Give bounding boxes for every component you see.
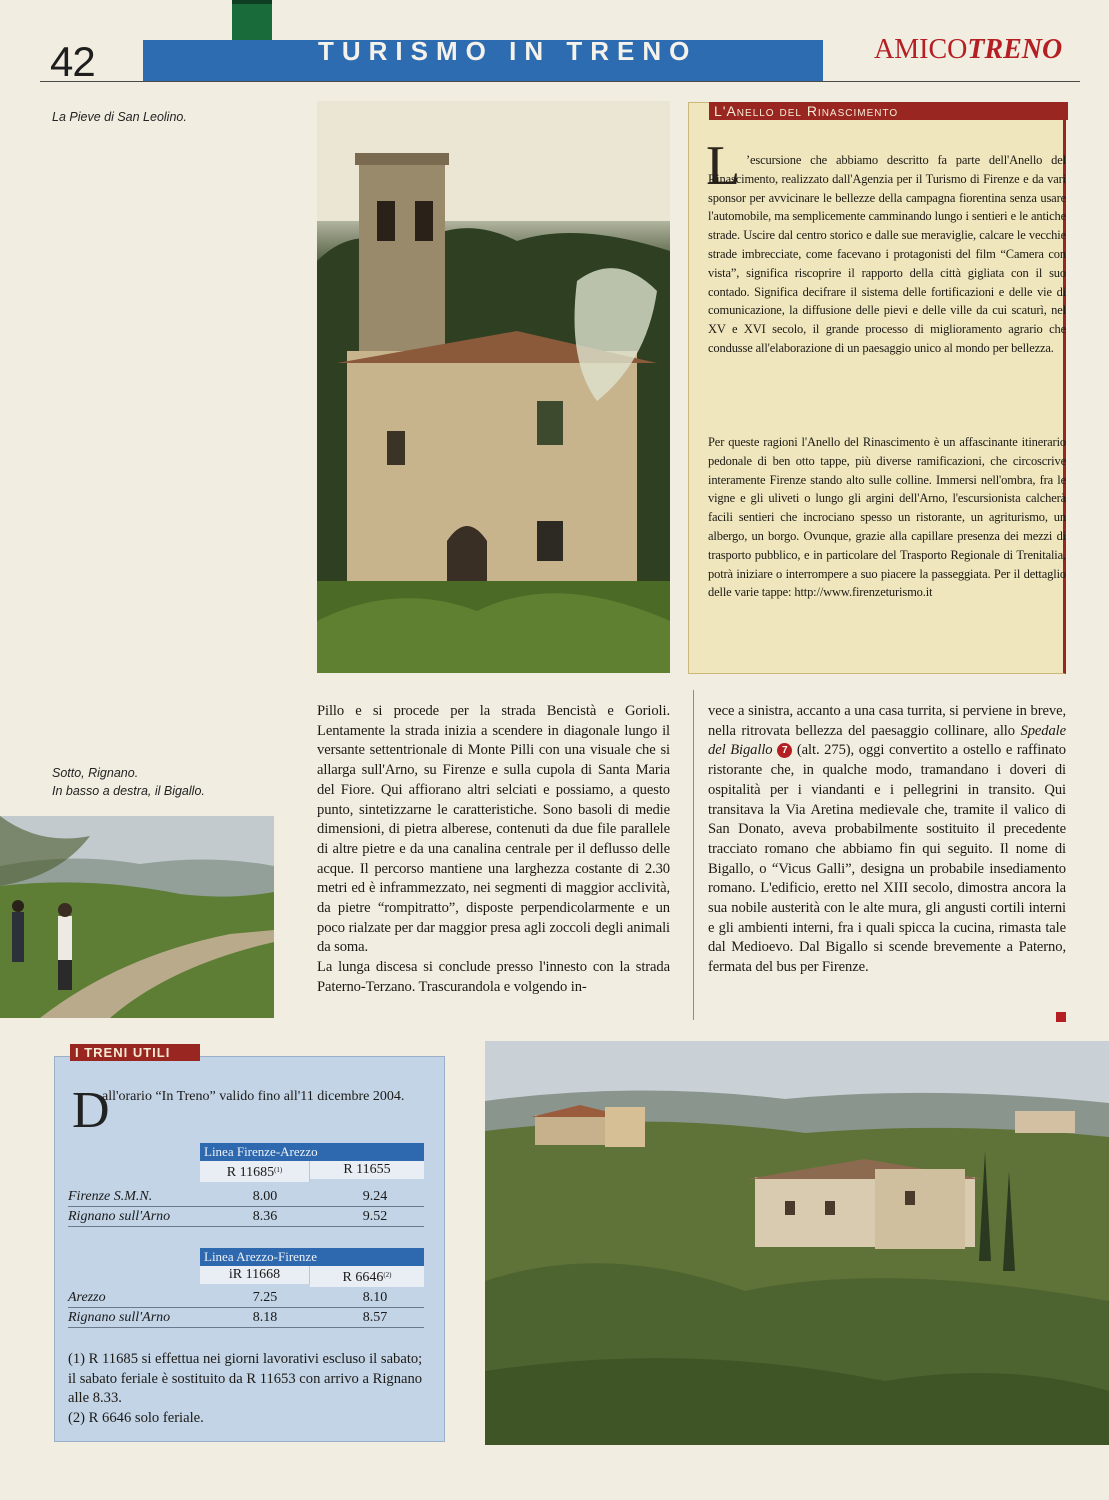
departure-time: 9.24 <box>362 1189 388 1204</box>
train-code: R 11685 <box>226 1165 275 1180</box>
timetable-2-col2 <box>310 1266 424 1287</box>
station-name: Arezzo <box>68 1290 106 1305</box>
brand-suffix: TRENO <box>967 34 1063 65</box>
page-number: 42 <box>50 38 95 85</box>
article-end-mark <box>1056 1012 1066 1022</box>
timetable-note-2: (2) R 6646 solo feriale. <box>68 1409 204 1426</box>
body-column-right <box>708 702 1066 978</box>
arrival-time: 9.52 <box>362 1209 388 1224</box>
caption-pieve: La Pieve di San Leolino. <box>52 110 187 124</box>
section-title: TURISMO IN TRENO <box>318 36 698 66</box>
train-note-ref: (2) <box>383 1271 392 1279</box>
timetable-note-1: (1) R 11685 si effettua nei giorni lavorativi escluso il sabato; il sabato feriale è sostituito da R 11653 con arrivo a Rignano alle 8.33. <box>68 1351 423 1406</box>
table-row-rule <box>68 1327 424 1328</box>
timetable-2-col1: iR 11668 <box>200 1266 310 1284</box>
departure-time: 7.25 <box>252 1290 278 1305</box>
body-paragraph: Pillo e si procede per la strada Bencistà e Gorioli. Lentamente la strada inizia a scendere in diagonale lungo il versante settentrionale di Monte Pilli con una visuale che si allarga sull'Arno, su Firenze e sulla cupola di Santa Maria del Fiore. Qui affiorano altri selciati e possiamo, a questo punto, sintetizzarne le caratteristiche. Sono basoli di medie dimensioni, di pietra alberese, contenuti da due file parallele di altre pietre e da una canalina centrale per il deflusso delle acque. Il percorso mantiene una larghezza costante di 2.30 metri ed è inframmezzato, nei segmenti di maggior acclività, da pietre “rompitratto”, disposte perpendicolarmente e un poco rialzate per dar maggior presa agli zoccoli degli animali da soma. <box>317 703 670 956</box>
train-code: R 6646 <box>342 1270 384 1285</box>
body-column-middle <box>317 702 670 998</box>
anello-paragraph-2: Per queste ragioni l'Anello del Rinascimento è un affascinante itinerario pedonale di ben otto tappe, più diverse ramificazioni, che circoscrive interamente Firenze stando alto sulle colline. Immersi nell'ombra, fra le vigne e gli uliveti o lungo gli argini dell'Arno, l'escursionista calcherà facili sentieri che incrociano spesso un ristorante, un agriturismo, un albergo, un borgo. Ovunque, grazie alla capillare presenza dei mezzi di trasporto pubblico, e in particolare del Trasporto Regionale di Trenitalia, potrà iniziare o interrompere a suo piacere la passeggiata. Per il dettaglio delle varie tappe: http://www.firenzeturismo.it <box>708 435 1066 600</box>
departure-time: 8.00 <box>252 1189 278 1204</box>
bigallo-illustration <box>485 1041 1109 1445</box>
place-name-bigallo: Spedale del Bigallo <box>708 722 1066 759</box>
station-name: Rignano sull'Arno <box>68 1209 171 1224</box>
timetable-2-line: Linea Arezzo-Firenze <box>200 1248 424 1266</box>
header-rule <box>40 81 1080 82</box>
caption-rignano-line2: In basso a destra, il Bigallo. <box>52 784 205 798</box>
caption-rignano-line1: Sotto, Rignano. <box>52 766 139 780</box>
photo-pieve-san-leolino <box>317 101 670 673</box>
header-accent-green <box>232 0 272 40</box>
timetable-1-line: Linea Firenze-Arezzo <box>200 1143 424 1161</box>
treni-box-title: I TRENI UTILI <box>75 1045 171 1060</box>
timetable-1-col1 <box>200 1161 310 1182</box>
timetable-1-col2: R 11655 <box>310 1161 424 1179</box>
anello-paragraph-1: ’escursione che abbiamo descritto fa parte dell'Anello del Rinascimento, realizzato dall'Agenzia per il Turismo di Firenze e da vari sponsor per avvicinare le bellezze della campagna fiorentina senza usare l'automobile, ma semplicemente camminando lungo i sentieri e le antiche strade. Uscire dal centro storico e dalle sue meraviglie, calcare le vecchie strade imbrecciate, come facevano i protagonisti del film “Camera con vista”, significa riscoprire il rapporto della città gigliata con il suo contado. Significa decifrare il sistema delle fortificazioni e delle vie di comunicazione, la diffusione delle pievi e delle ville da cui scaturì, nel XV e XVI secolo, il grande processo di miglioramento agrario che condusse all'elaborazione di un paesaggio unico al mondo per bellezza. <box>708 153 1066 355</box>
timetable-notes <box>68 1350 433 1428</box>
departure-time: 8.10 <box>362 1290 388 1305</box>
treni-intro: all'orario “In Treno” valido fino all'11 dicembre 2004. <box>102 1089 405 1104</box>
photo-rignano <box>0 816 274 1018</box>
table-row-rule <box>68 1206 424 1207</box>
arrival-time: 8.57 <box>362 1310 388 1325</box>
rignano-illustration <box>0 816 274 1018</box>
arrival-time: 8.36 <box>252 1209 278 1224</box>
church-illustration <box>317 101 670 673</box>
photo-spedale-del-bigallo <box>485 1041 1109 1445</box>
arrival-time: 8.18 <box>252 1310 278 1325</box>
train-note-ref: (1) <box>274 1166 283 1174</box>
body-text: vece a sinistra, accanto a una casa turrita, si perviene in breve, nella ritrovata bellezza del paesaggio collinare, allo <box>708 703 1066 739</box>
body-paragraph: La lunga discesa si conclude presso l'innesto con la strada Paterno-Terzano. Trascurandola e volgendo in- <box>317 959 670 995</box>
column-divider <box>693 690 694 1020</box>
table-row-rule <box>68 1307 424 1308</box>
body-text: (alt. 275), oggi convertito a ostello e raffinato ristorante che, in qualche modo, tramandano i doveri di ospitalità per i viandanti e i pellegrini in transito. Qui transitava la Via Aretina medievale che, tramite il valico di San Donato, aveva probabilmente sostituito il precedente tracciato romano che abbiamo fin qui seguito. Il nome di Bigallo, o “Vicus Galli”, designa un probabile insediamento romano. L'edificio, eretto nel XIII secolo, dimostra ancora la sua nobile austerità con le alte mura, gli angusti cortili interni e gli ambienti interni, fra i quali spicca la cucina, rimasta tale dal Medioevo. Dal Bigallo si scende brevemente a Paterno, fermata del bus per Firenze. <box>708 742 1066 976</box>
dropcap-d: D <box>72 1082 110 1139</box>
brand-prefix: AMICO <box>874 34 968 65</box>
route-stage-marker: 7 <box>777 743 792 758</box>
header-accent-dark <box>232 0 272 4</box>
station-name: Firenze S.M.N. <box>68 1189 153 1204</box>
table-row-rule <box>68 1226 424 1227</box>
station-name: Rignano sull'Arno <box>68 1310 171 1325</box>
dropcap-l: L <box>706 135 741 197</box>
sidebar-box-title: L'Anello del Rinascimento <box>714 103 899 119</box>
magazine-brand <box>874 34 1062 66</box>
